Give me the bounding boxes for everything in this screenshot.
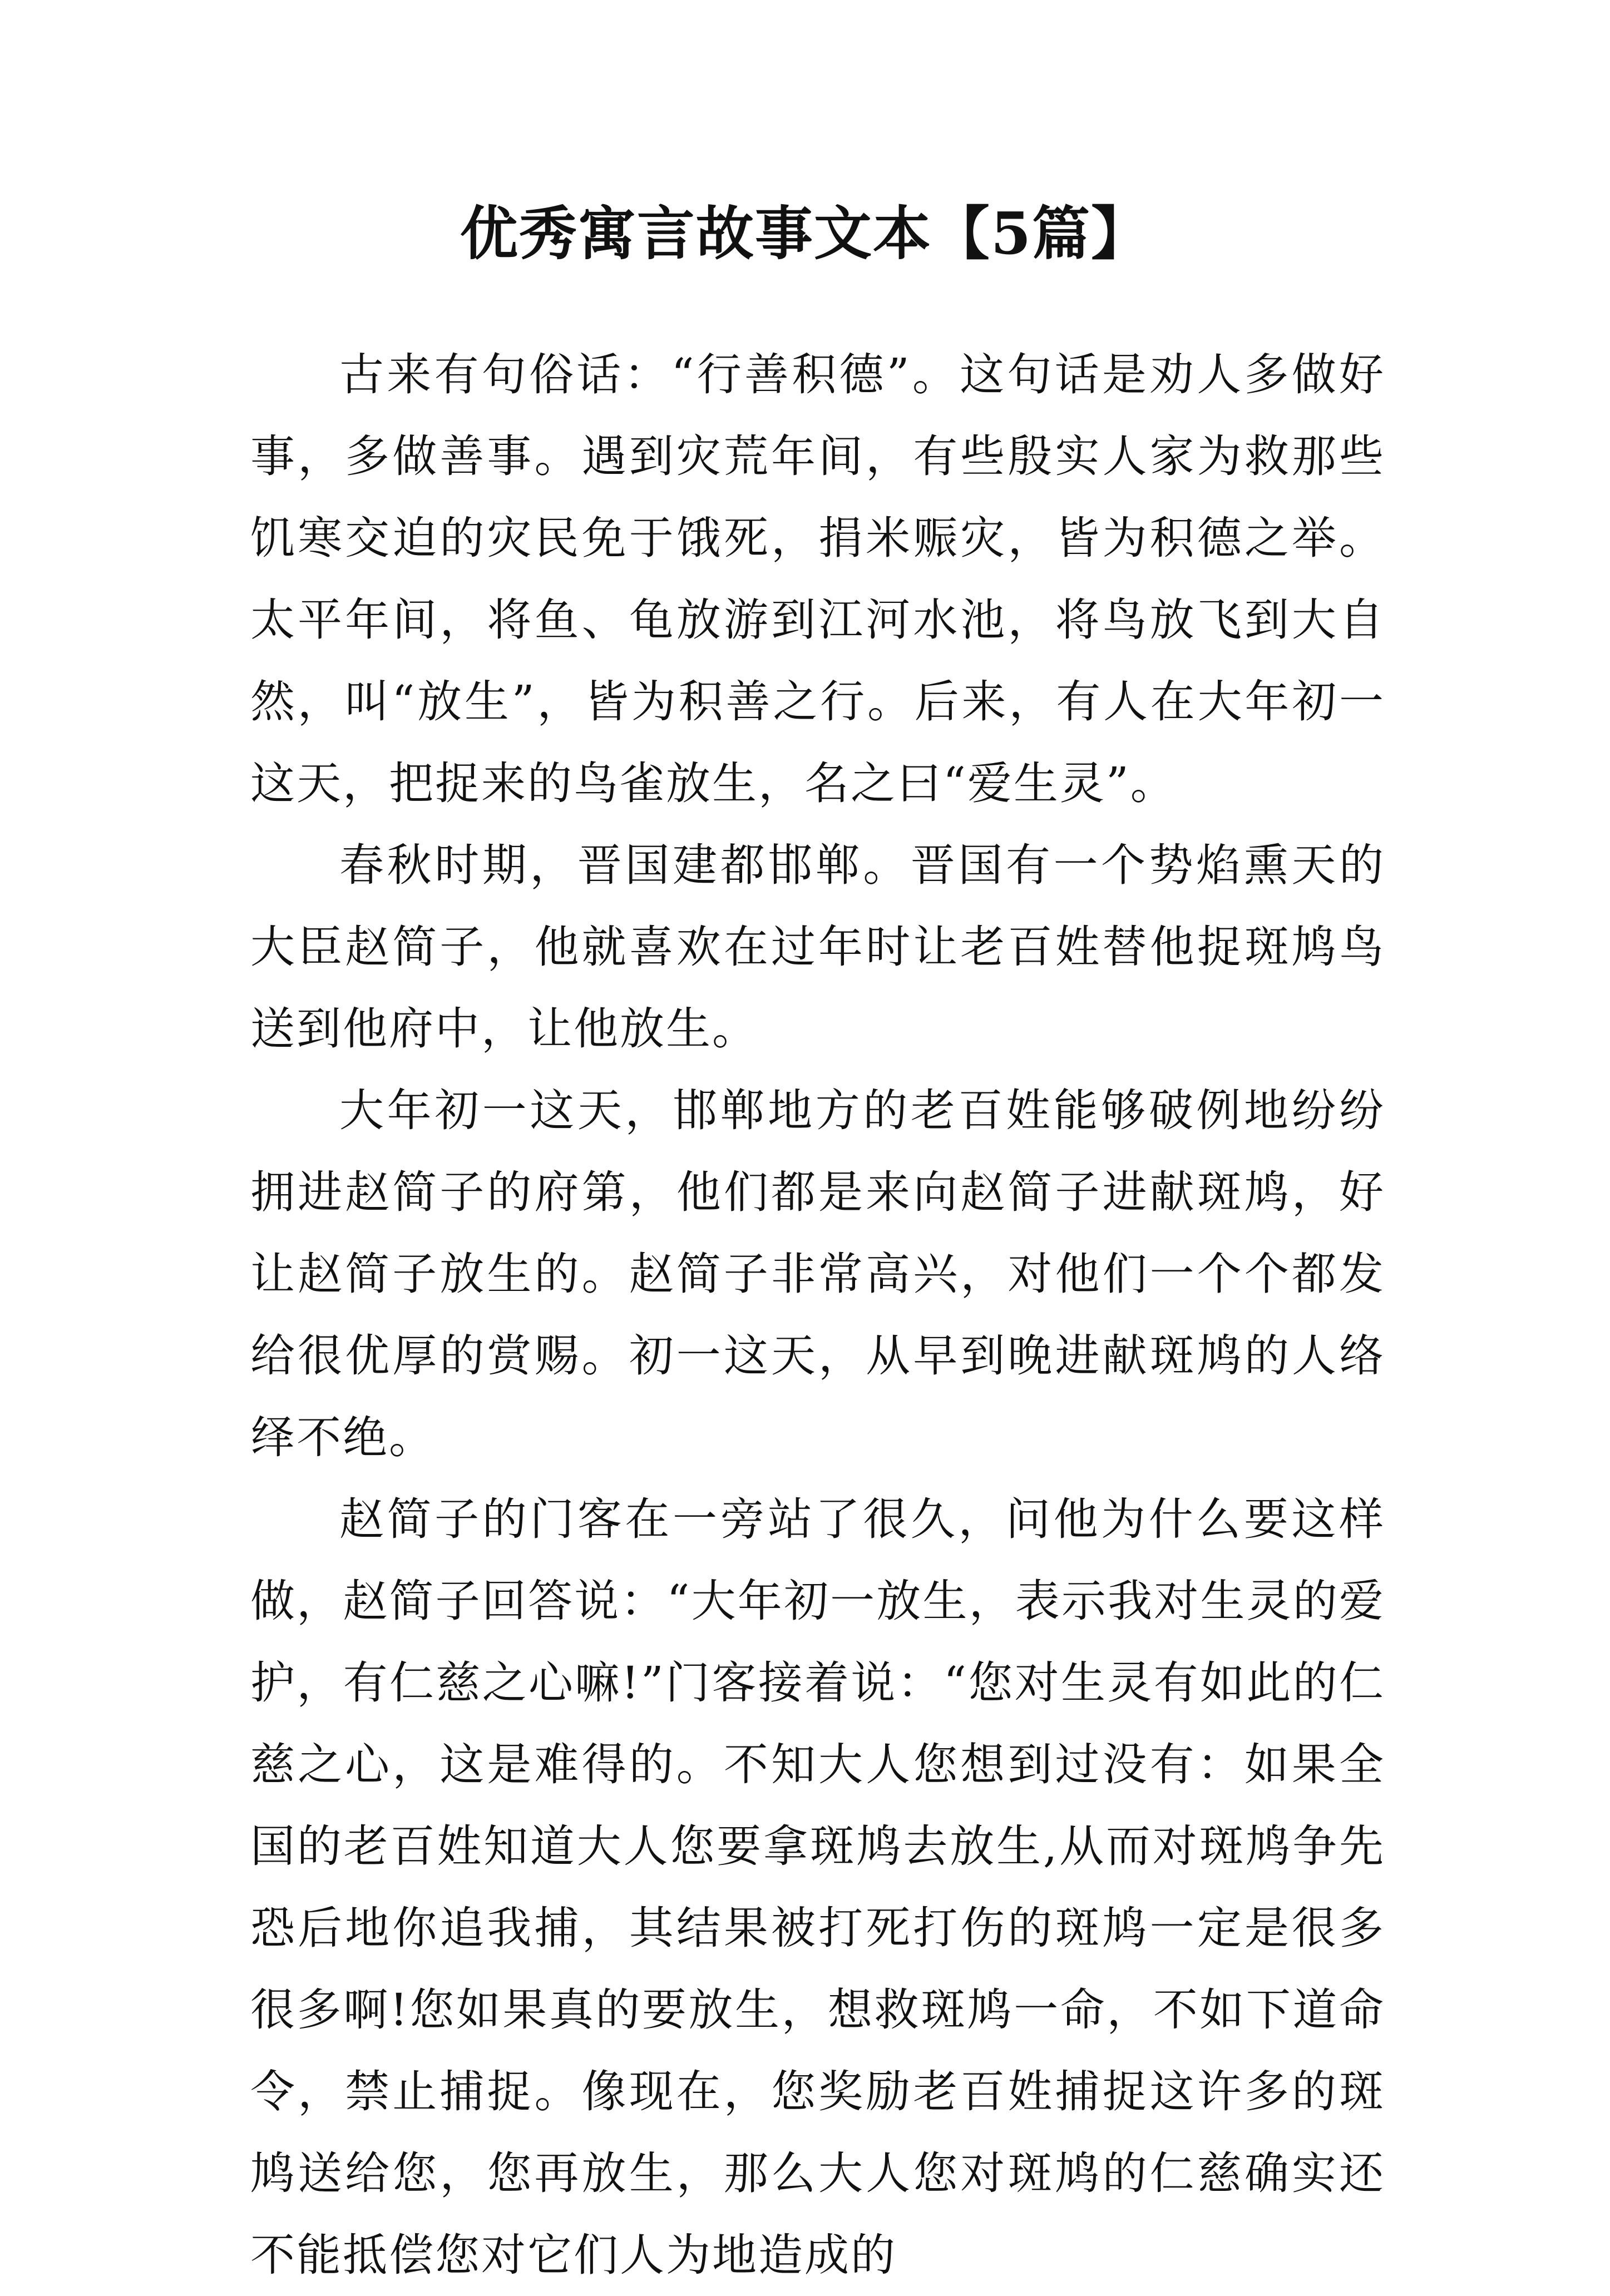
paragraph-4: 赵简子的门客在一旁站了很久，问他为什么要这样做，赵简子回答说：“大年初一放生，表示我对生灵的爱护，有仁慈之心嘛!”门客接着说：“您对生灵有如此的仁慈之心，这是难得的。不知大人您想到过没有：如果全国的老百姓知道大人您要拿斑鸠去放生,从而对斑鸠争先恐后地你追我捕，其结果被打死打伤的斑鸠一定是很多很多啊!您如果真的要放生，想救斑鸠一命，不如下道命令，禁止捕捉。像现在，您奖励老百姓捕捉这许多的斑鸠送给您，您再放生，那么大人您对斑鸠的仁慈确实还不能抵偿您对它们人为地造成的 [250,1493,1385,2281]
document-title: 优秀寓言故事文本【5篇】 [460,199,1150,268]
paragraph-1: 古来有句俗话：“行善积德”。这句话是劝人多做好事，多做善事。遇到灾荒年间，有些殷实人家为救那些饥寒交迫的灾民免于饿死，捐米赈灾，皆为积德之举。太平年间，将鱼、龟放游到江河水池，将鸟放飞到大自然，叫“放生”，皆为积善之行。后来，有人在大年初一这天，把捉来的鸟雀放生，名之曰“爱生灵”。 [250,349,1385,809]
paragraph-2: 春秋时期，晋国建都邯郸。晋国有一个势焰熏天的大臣赵简子，他就喜欢在过年时让老百姓替他捉斑鸠鸟送到他府中，让他放生。 [250,839,1385,1055]
paragraph-3: 大年初一这天，邯郸地方的老百姓能够破例地纷纷拥进赵简子的府第，他们都是来向赵简子进献斑鸠，好让赵简子放生的。赵简子非常高兴，对他们一个个都发给很优厚的赏赐。初一这天，从早到晚进献斑鸠的人络绎不绝。 [250,1085,1385,1463]
document-body [250,334,1385,2296]
